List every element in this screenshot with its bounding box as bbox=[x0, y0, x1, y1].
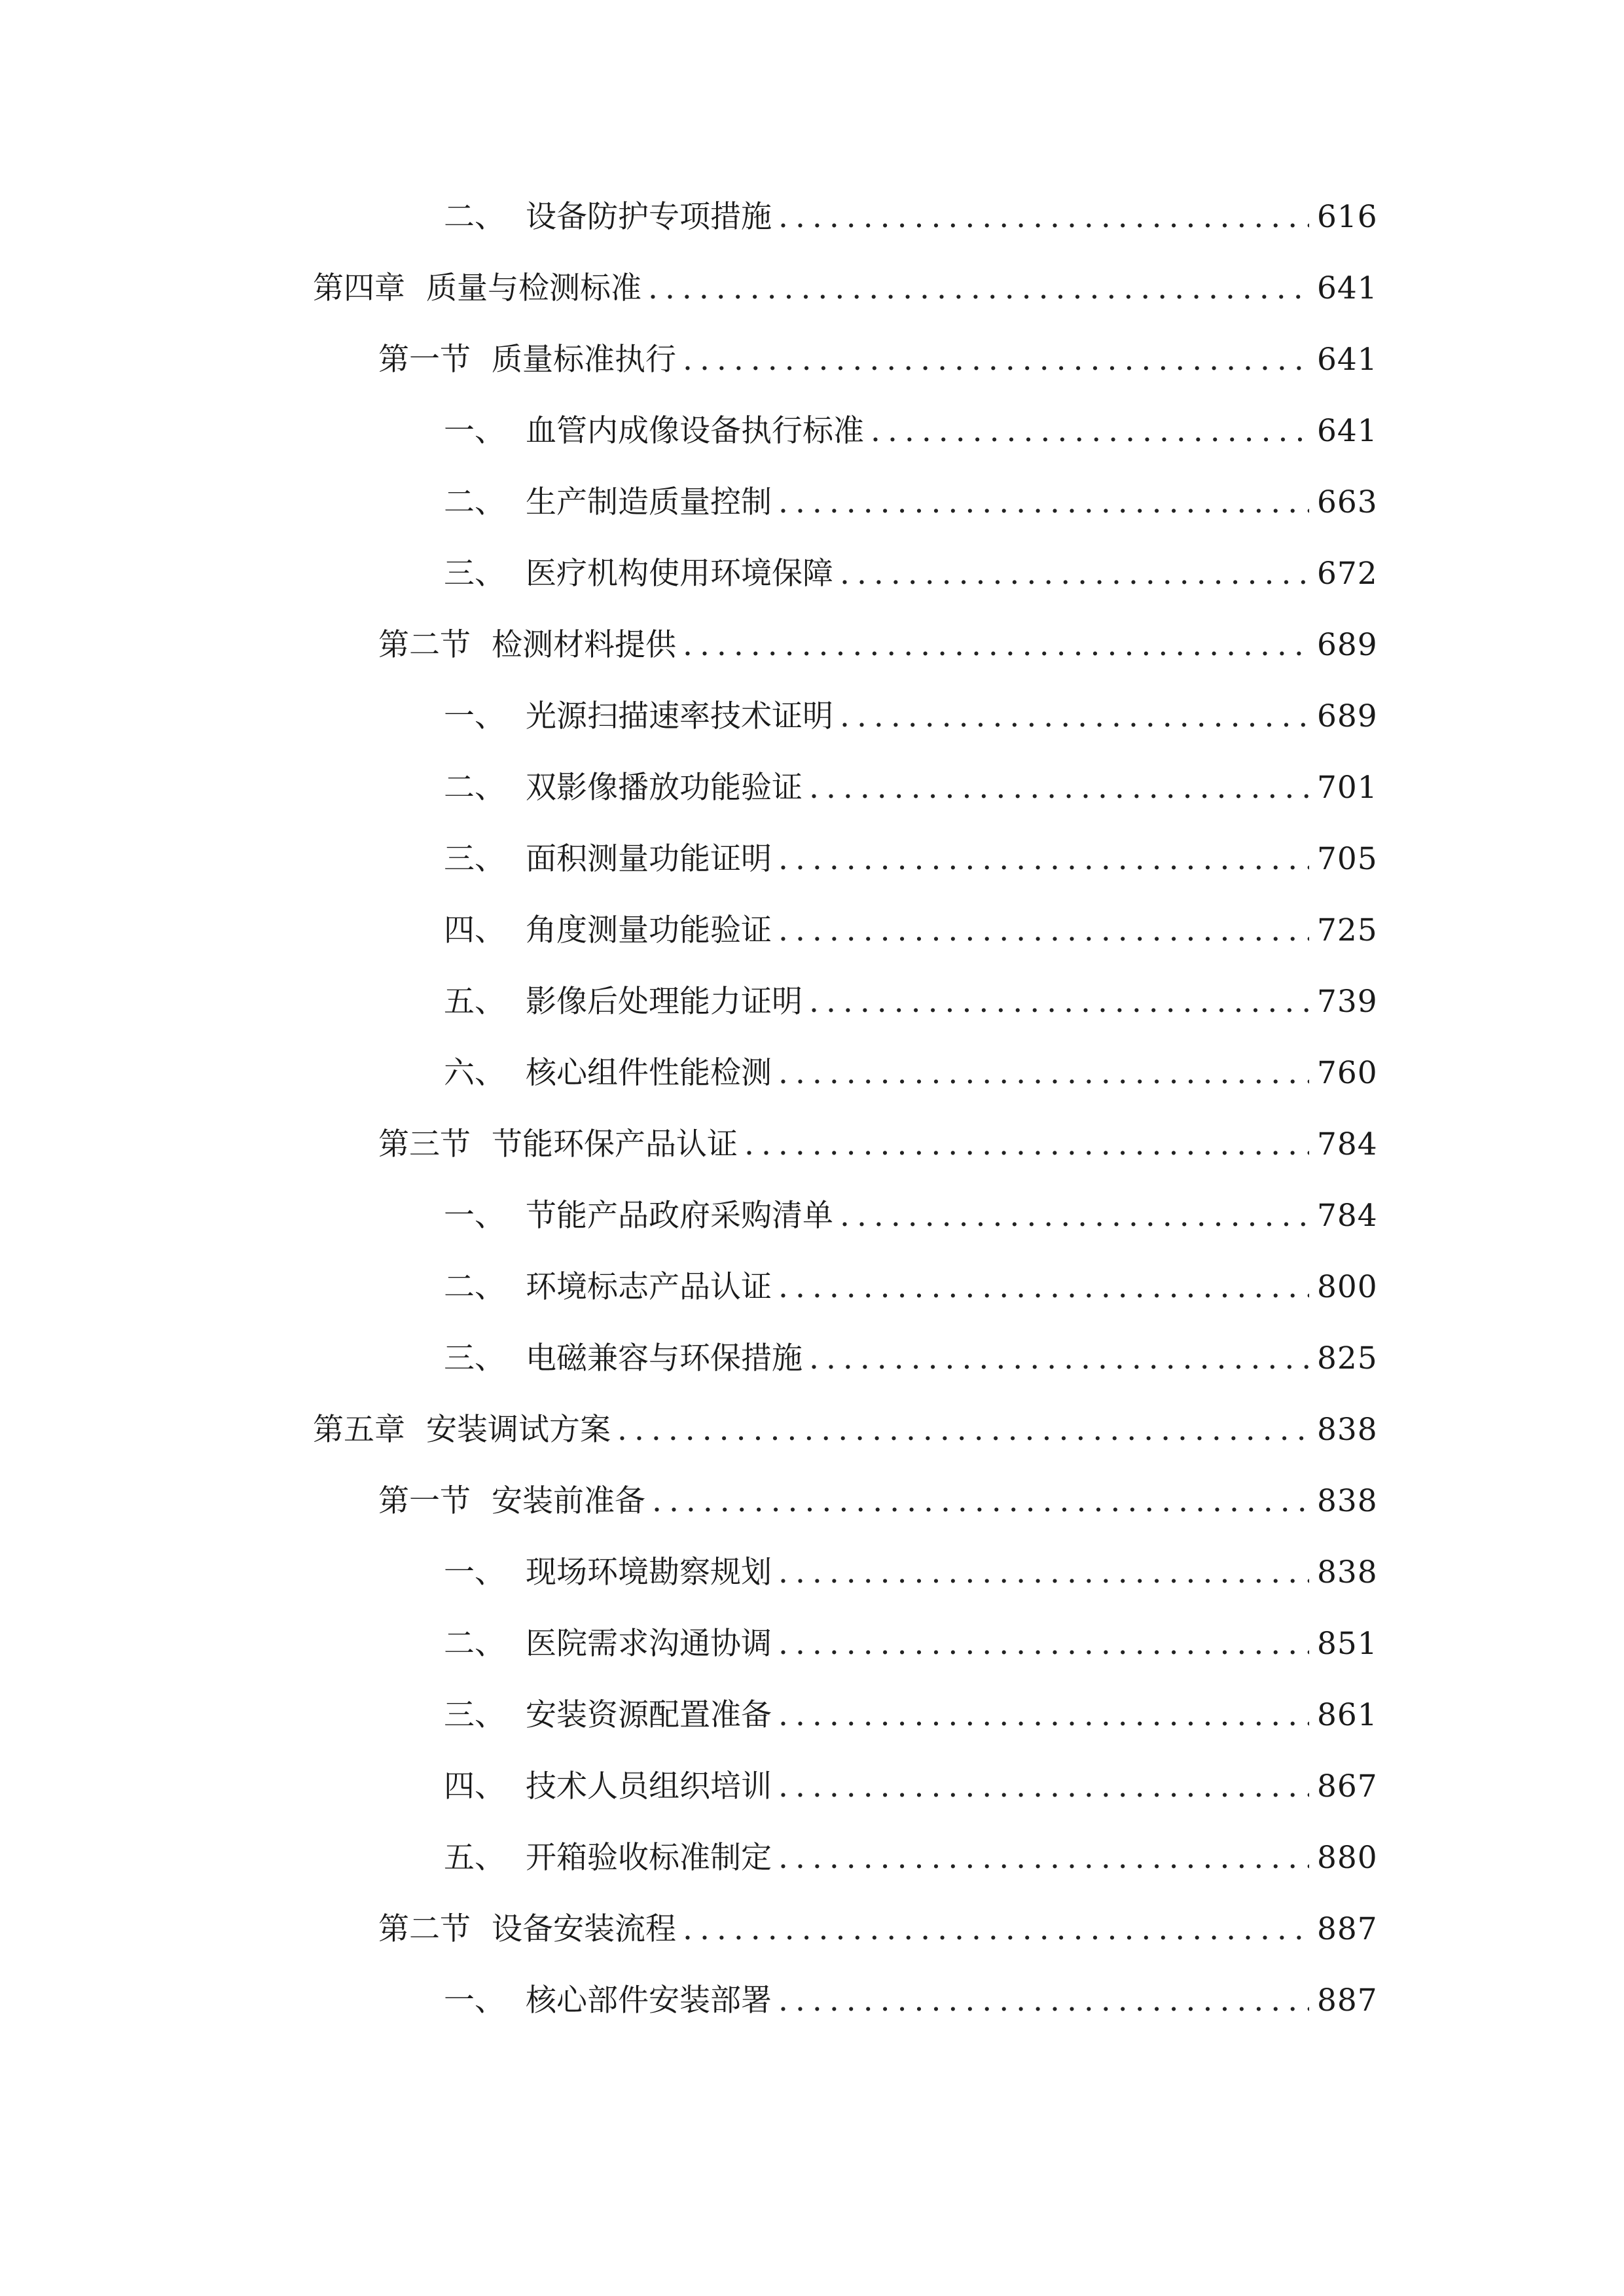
dot-leader bbox=[778, 194, 1309, 240]
toc-entry[interactable] bbox=[444, 1978, 1378, 2024]
toc-number: 第四章 bbox=[313, 270, 405, 306]
dot-leader bbox=[778, 1978, 1309, 2024]
dot-leader bbox=[778, 1265, 1309, 1310]
toc-number: 二、 bbox=[444, 199, 505, 235]
toc-title: 设备安装流程 bbox=[492, 1911, 676, 1947]
toc-page-number: 705 bbox=[1317, 841, 1378, 877]
dot-leader bbox=[778, 1693, 1309, 1738]
toc-entry[interactable] bbox=[444, 1050, 1378, 1096]
toc-entry[interactable] bbox=[444, 1693, 1378, 1738]
toc-page-number: 887 bbox=[1317, 1982, 1378, 2018]
toc-title: 设备防护专项措施 bbox=[526, 199, 772, 235]
toc-title: 环境标志产品认证 bbox=[526, 1269, 772, 1305]
toc-page-number: 838 bbox=[1317, 1412, 1378, 1448]
dot-leader bbox=[778, 1550, 1309, 1596]
toc-page-number: 838 bbox=[1317, 1554, 1378, 1590]
toc-entry[interactable] bbox=[378, 1907, 1378, 1952]
toc-number: 第三节 bbox=[378, 1126, 471, 1162]
toc-page-number: 739 bbox=[1317, 984, 1378, 1020]
toc-number: 一、 bbox=[444, 698, 505, 734]
toc-title: 现场环境勘察规划 bbox=[526, 1554, 772, 1590]
toc-page-number: 800 bbox=[1317, 1269, 1378, 1305]
toc-entry[interactable] bbox=[378, 337, 1378, 383]
dot-leader bbox=[840, 1193, 1309, 1239]
dot-leader bbox=[744, 1122, 1309, 1168]
toc-page-number: 838 bbox=[1317, 1483, 1378, 1519]
toc-number: 第二节 bbox=[378, 627, 471, 663]
toc-entry[interactable] bbox=[378, 1479, 1378, 1524]
toc-title: 开箱验收标准制定 bbox=[526, 1840, 772, 1876]
toc-title: 核心部件安装部署 bbox=[526, 1982, 772, 2018]
dot-leader bbox=[778, 836, 1309, 882]
toc-title: 双影像播放功能验证 bbox=[526, 770, 803, 806]
dot-leader bbox=[648, 266, 1309, 312]
toc-entry[interactable] bbox=[444, 694, 1378, 740]
toc-number: 四、 bbox=[444, 912, 505, 948]
toc-page-number: 641 bbox=[1317, 413, 1378, 449]
toc-number: 一、 bbox=[444, 1982, 505, 2018]
dot-leader bbox=[652, 1479, 1309, 1524]
toc-page-number: 784 bbox=[1317, 1126, 1378, 1162]
toc-entry[interactable] bbox=[444, 1193, 1378, 1239]
dot-leader bbox=[778, 480, 1309, 526]
toc-entry[interactable] bbox=[444, 836, 1378, 882]
toc-title: 核心组件性能检测 bbox=[526, 1055, 772, 1091]
toc-title: 医疗机构使用环境保障 bbox=[526, 556, 833, 592]
toc-number: 五、 bbox=[444, 984, 505, 1020]
toc-title: 角度测量功能验证 bbox=[526, 912, 772, 948]
toc-page-number: 880 bbox=[1317, 1840, 1378, 1876]
dot-leader bbox=[809, 765, 1309, 811]
toc-number: 一、 bbox=[444, 1554, 505, 1590]
toc-number: 第一节 bbox=[378, 1483, 471, 1519]
dot-leader bbox=[778, 1835, 1309, 1881]
toc-title: 质量标准执行 bbox=[492, 342, 676, 378]
toc-entry[interactable] bbox=[444, 908, 1378, 954]
toc-title: 检测材料提供 bbox=[492, 627, 676, 663]
toc-title: 生产制造质量控制 bbox=[526, 484, 772, 520]
toc-entry[interactable] bbox=[444, 1265, 1378, 1310]
toc-page-number: 760 bbox=[1317, 1055, 1378, 1091]
toc-number: 第一节 bbox=[378, 342, 471, 378]
dot-leader bbox=[840, 694, 1309, 740]
toc-number: 二、 bbox=[444, 770, 505, 806]
toc-page-number: 825 bbox=[1317, 1340, 1378, 1376]
toc-number: 五、 bbox=[444, 1840, 505, 1876]
toc-title: 血管内成像设备执行标准 bbox=[526, 413, 864, 449]
toc-entry[interactable] bbox=[444, 480, 1378, 526]
toc-title: 质量与检测标准 bbox=[426, 270, 641, 306]
toc-page-number: 672 bbox=[1317, 556, 1378, 592]
toc-number: 一、 bbox=[444, 413, 505, 449]
toc-title: 安装调试方案 bbox=[426, 1412, 611, 1448]
toc-entry[interactable] bbox=[313, 266, 1378, 312]
toc-entry[interactable] bbox=[444, 408, 1378, 454]
toc-entry[interactable] bbox=[313, 1407, 1378, 1453]
toc-entry[interactable] bbox=[378, 1122, 1378, 1168]
toc-entry[interactable] bbox=[444, 979, 1378, 1025]
toc-page-number: 689 bbox=[1317, 627, 1378, 663]
toc-page-number: 641 bbox=[1317, 342, 1378, 378]
dot-leader bbox=[778, 1764, 1309, 1810]
toc-title: 技术人员组织培训 bbox=[526, 1768, 772, 1804]
toc-page-number: 701 bbox=[1317, 770, 1378, 806]
dot-leader bbox=[871, 408, 1309, 454]
toc-entry[interactable] bbox=[378, 622, 1378, 668]
toc-number: 三、 bbox=[444, 841, 505, 877]
toc-entry[interactable] bbox=[444, 194, 1378, 240]
toc-entry[interactable] bbox=[444, 765, 1378, 811]
toc-page-number: 887 bbox=[1317, 1911, 1378, 1947]
toc-title: 影像后处理能力证明 bbox=[526, 984, 803, 1020]
toc-number: 第二节 bbox=[378, 1911, 471, 1947]
dot-leader bbox=[778, 908, 1309, 954]
toc-number: 三、 bbox=[444, 1340, 505, 1376]
toc-page-number: 616 bbox=[1317, 199, 1378, 235]
toc-entry[interactable] bbox=[444, 1550, 1378, 1596]
toc-entry[interactable] bbox=[444, 1764, 1378, 1810]
dot-leader bbox=[840, 551, 1309, 597]
dot-leader bbox=[683, 1907, 1309, 1952]
toc-page-number: 689 bbox=[1317, 698, 1378, 734]
toc-page-number: 725 bbox=[1317, 912, 1378, 948]
dot-leader bbox=[809, 1336, 1309, 1382]
toc-number: 一、 bbox=[444, 1198, 505, 1234]
toc-number: 六、 bbox=[444, 1055, 505, 1091]
dot-leader bbox=[809, 979, 1309, 1025]
toc-number: 二、 bbox=[444, 1269, 505, 1305]
toc-entry[interactable] bbox=[444, 1336, 1378, 1382]
toc-page-number: 641 bbox=[1317, 270, 1378, 306]
toc-entry[interactable] bbox=[444, 1621, 1378, 1667]
toc-entry[interactable] bbox=[444, 551, 1378, 597]
toc-page-number: 861 bbox=[1317, 1697, 1378, 1733]
dot-leader bbox=[778, 1621, 1309, 1667]
toc-page-number: 867 bbox=[1317, 1768, 1378, 1804]
dot-leader bbox=[617, 1407, 1309, 1453]
toc-number: 三、 bbox=[444, 556, 505, 592]
toc-title: 面积测量功能证明 bbox=[526, 841, 772, 877]
dot-leader bbox=[778, 1050, 1309, 1096]
toc-title: 节能环保产品认证 bbox=[492, 1126, 738, 1162]
toc-page-number: 784 bbox=[1317, 1198, 1378, 1234]
toc-title: 电磁兼容与环保措施 bbox=[526, 1340, 803, 1376]
toc-number: 二、 bbox=[444, 1626, 505, 1662]
toc-number: 四、 bbox=[444, 1768, 505, 1804]
toc-title: 节能产品政府采购清单 bbox=[526, 1198, 833, 1234]
toc-title: 光源扫描速率技术证明 bbox=[526, 698, 833, 734]
toc-title: 医院需求沟通协调 bbox=[526, 1626, 772, 1662]
dot-leader bbox=[683, 622, 1309, 668]
toc-title: 安装资源配置准备 bbox=[526, 1697, 772, 1733]
toc-entry[interactable] bbox=[444, 1835, 1378, 1881]
toc-title: 安装前准备 bbox=[492, 1483, 645, 1519]
toc-page-number: 663 bbox=[1317, 484, 1378, 520]
toc-number: 二、 bbox=[444, 484, 505, 520]
dot-leader bbox=[683, 337, 1309, 383]
toc-number: 第五章 bbox=[313, 1412, 405, 1448]
toc-page-number: 851 bbox=[1317, 1626, 1378, 1662]
toc-number: 三、 bbox=[444, 1697, 505, 1733]
